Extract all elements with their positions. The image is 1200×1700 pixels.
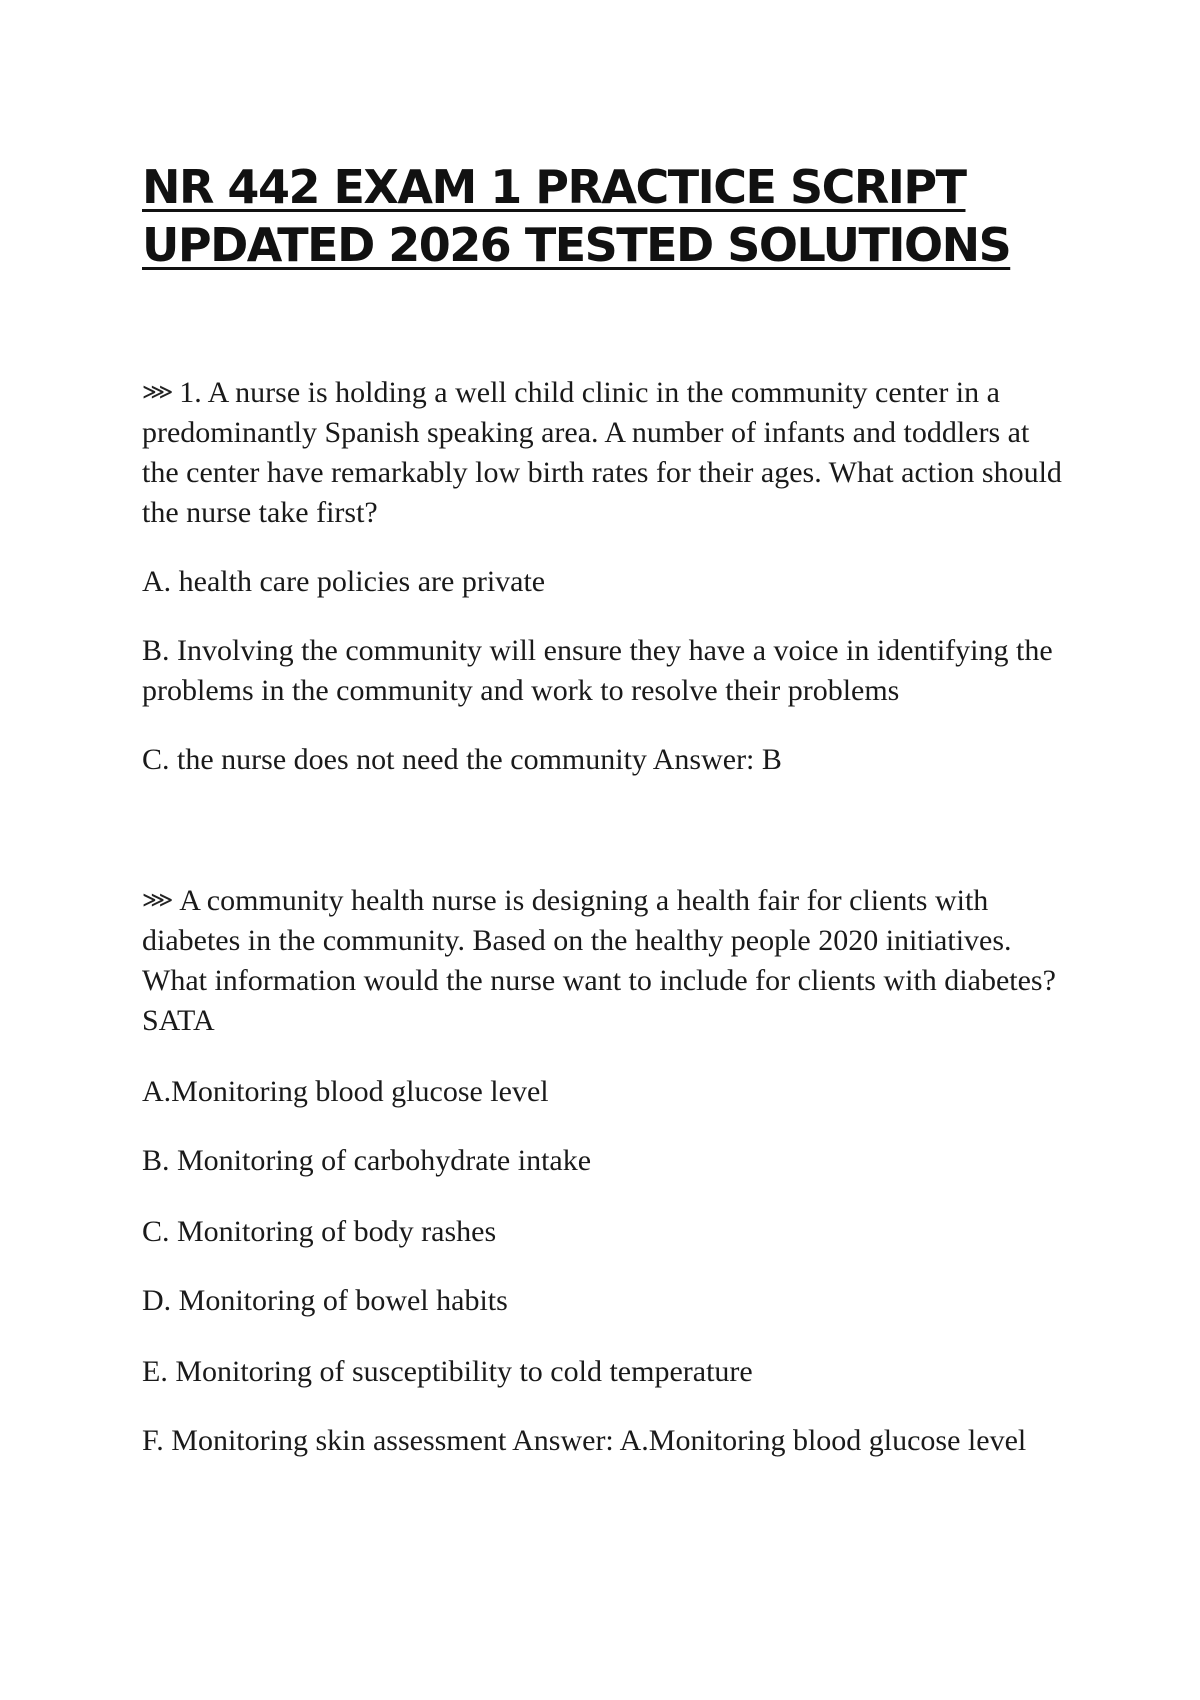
question-1-stem (142, 372, 1072, 533)
question-2-option-d: D. Monitoring of bowel habits (142, 1284, 508, 1317)
question-1-text: 1. A nurse is holding a well child clinic in the community center in a predominantly Spanish speaking area. A number of infants and toddlers at the center have remarkably low birth rates for their ages. What action should the nurse take first? (142, 376, 1062, 529)
question-2-option-f: F. Monitoring skin assessment Answer: A.Monitoring blood glucose level (142, 1424, 1027, 1457)
question-2-text: A community health nurse is designing a health fair for clients with diabetes in the community. Based on the healthy people 2020 initiatives. What information would the nurse want to include for clients with diabetes? SATA (142, 884, 1056, 1037)
arrowhead-bullet-icon: ⋙ (142, 887, 174, 912)
question-2-option-a: A.Monitoring blood glucose level (142, 1075, 549, 1108)
question-2-stem (142, 880, 1072, 1041)
arrowhead-bullet-icon: ⋙ (142, 379, 174, 404)
title-line-1: NR 442 EXAM 1 PRACTICE SCRIPT (142, 160, 966, 214)
question-2-option-c: C. Monitoring of body rashes (142, 1215, 497, 1248)
question-2 (142, 880, 1072, 1041)
question-1 (142, 372, 1072, 533)
title-line-2: UPDATED 2026 TESTED SOLUTIONS (142, 218, 1011, 272)
question-1-option-a: A. health care policies are private (142, 565, 546, 598)
question-1-option-b: B. Involving the community will ensure they have a voice in identifying the problems in the community and work to resolve their problems (142, 634, 1053, 707)
question-2-option-b: B. Monitoring of carbohydrate intake (142, 1144, 592, 1177)
question-1-option-c: C. the nurse does not need the community Answer: B (142, 743, 782, 776)
document-title (142, 158, 1062, 274)
question-2-option-e: E. Monitoring of susceptibility to cold temperature (142, 1355, 753, 1388)
